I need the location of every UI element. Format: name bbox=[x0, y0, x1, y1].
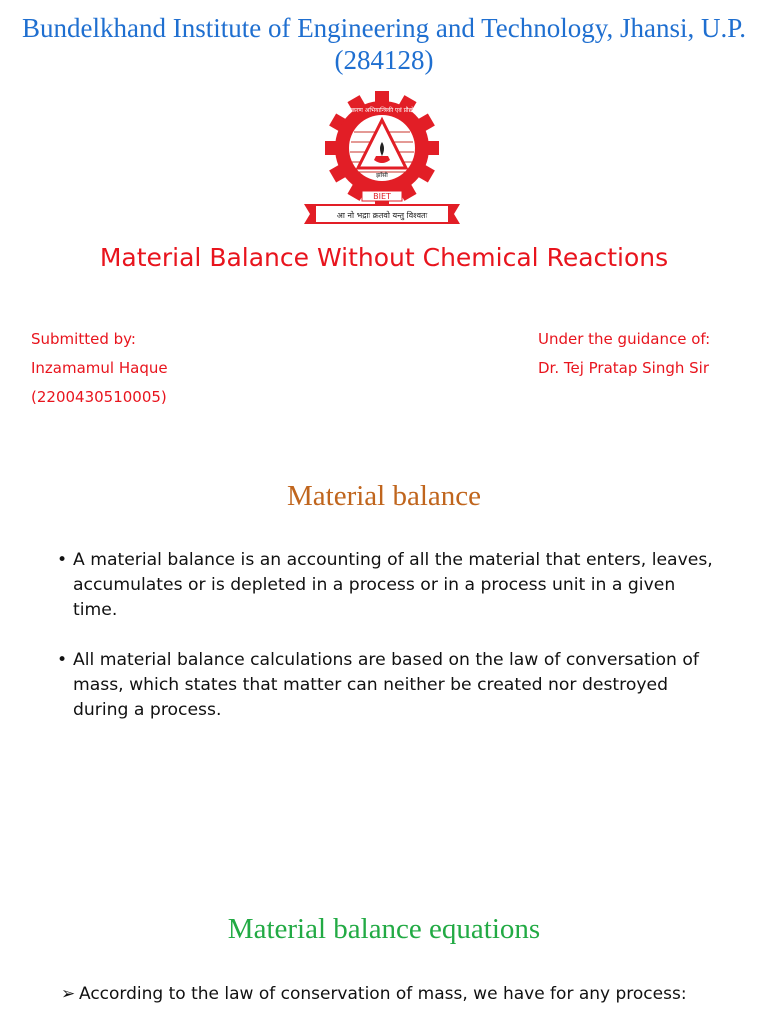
student-roll-number: (2200430510005) bbox=[31, 388, 167, 406]
submitted-label: Submitted by: bbox=[31, 330, 136, 348]
bullet-text: All material balance calculations are based on the law of conversation of mass, which states that matter can neither be created nor destroyed during a process. bbox=[73, 650, 699, 720]
arrow-bullet-item bbox=[61, 984, 741, 1004]
slide-material-balance bbox=[0, 450, 768, 875]
section-heading: Material balance bbox=[286, 480, 482, 512]
bullet-list bbox=[57, 548, 717, 748]
biet-logo-icon bbox=[302, 90, 462, 226]
student-name: Inzamamul Haque bbox=[31, 359, 168, 377]
bullet-item bbox=[57, 648, 717, 723]
logo-arc-text: शान्तिकरण अभियान्त्रिकी एवं प्रौद्योगिकी bbox=[339, 107, 425, 114]
logo-abbr: BIET bbox=[373, 192, 391, 201]
bullet-dot-icon: • bbox=[57, 650, 68, 670]
arrow-bullet-icon: ➢ bbox=[61, 984, 76, 1004]
guidance-label: Under the guidance of: bbox=[538, 330, 711, 348]
arrow-bullet-text: According to the law of conservation of mass, we have for any process: bbox=[79, 984, 687, 1004]
section-heading: Material balance equations bbox=[227, 913, 541, 945]
biet-logo bbox=[302, 90, 462, 226]
bullet-dot-icon: • bbox=[57, 550, 68, 570]
institute-name: Bundelkhand Institute of Engineering and Technology, Jhansi, U.P. (284128) bbox=[21, 13, 746, 75]
slide-title bbox=[0, 0, 768, 450]
guide-name: Dr. Tej Pratap Singh Sir bbox=[538, 359, 710, 377]
slide-material-balance-equations bbox=[0, 875, 768, 1024]
bullet-item bbox=[57, 548, 717, 623]
bullet-text: A material balance is an accounting of all the material that enters, leaves, accumulates or is depleted in a process or in a process unit in a given time. bbox=[73, 550, 713, 620]
guidance-block bbox=[538, 325, 710, 383]
presentation-title: Material Balance Without Chemical Reactions bbox=[99, 243, 669, 272]
logo-motto: आ नो भद्राः क्रतवो यन्तु विश्वतः bbox=[336, 211, 428, 220]
submitted-by-block bbox=[31, 325, 168, 412]
logo-inner-text: झाँसी bbox=[376, 172, 388, 179]
